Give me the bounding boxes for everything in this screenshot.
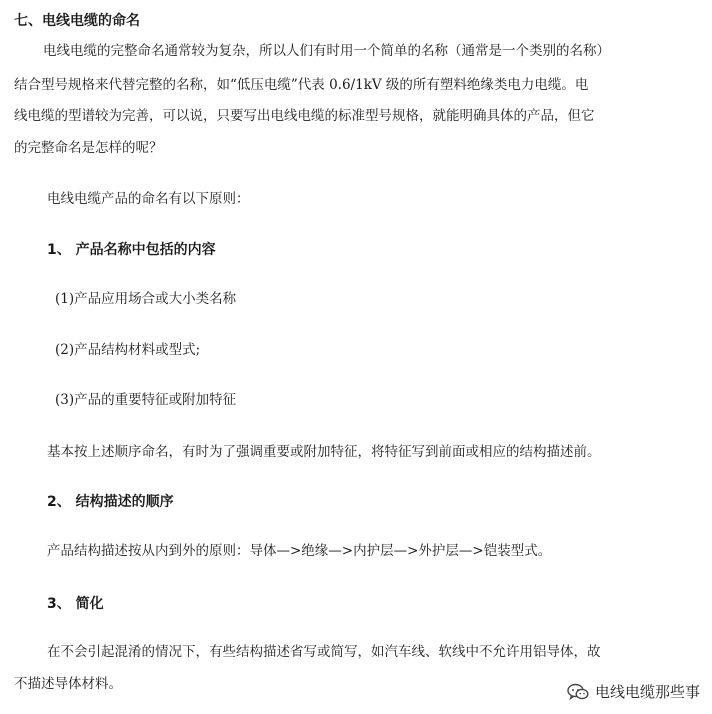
list-item-3: (3)产品的重要特征或附加特征 xyxy=(55,392,237,408)
principles-intro: 电线电缆产品的命名有以下原则： xyxy=(47,191,250,207)
structure-order-text: 产品结构描述按从内到外的原则：导体—>绝缘—>内护层—>外护层—>铠装型式。 xyxy=(47,543,552,559)
simplify-line-2: 不描述导体材料。 xyxy=(14,676,122,692)
watermark-text: 电线电缆那些事 xyxy=(594,683,700,701)
intro-line-1: 电线电缆的完整命名通常较为复杂，所以人们有时用一个简单的名称（通常是一个类别的名称） xyxy=(43,43,610,59)
subsection-3-title: 3、 简化 xyxy=(47,596,104,612)
subsection-1-title: 1、 产品名称中包括的内容 xyxy=(47,242,216,258)
list-item-1: (1)产品应用场合或大小类名称 xyxy=(55,291,237,307)
list-item-2: (2)产品结构材料或型式; xyxy=(55,342,201,358)
wechat-icon xyxy=(567,683,589,701)
naming-note: 基本按上述顺序命名，有时为了强调重要或附加特征，将特征写到前面或相应的结构描述前。 xyxy=(47,444,601,460)
intro-line-2: 结合型号规格来代替完整的名称，如“低压电缆”代表 0.6/1kV 级的所有塑料绝缘类电力电缆。电 xyxy=(14,77,589,93)
intro-line-4: 的完整命名是怎样的呢？ xyxy=(14,140,163,156)
section-title: 七、电线电缆的命名 xyxy=(14,13,140,29)
intro-line-3: 线电缆的型谱较为完善，可以说，只要写出电线电缆的标准型号规格，就能明确具体的产品，但它 xyxy=(14,108,595,124)
simplify-line-1: 在不会引起混淆的情况下，有些结构描述省写或简写，如汽车线、软线中不允许用铝导体，故 xyxy=(47,644,601,660)
subsection-2-title: 2、 结构描述的顺序 xyxy=(47,494,174,510)
watermark xyxy=(567,681,700,702)
